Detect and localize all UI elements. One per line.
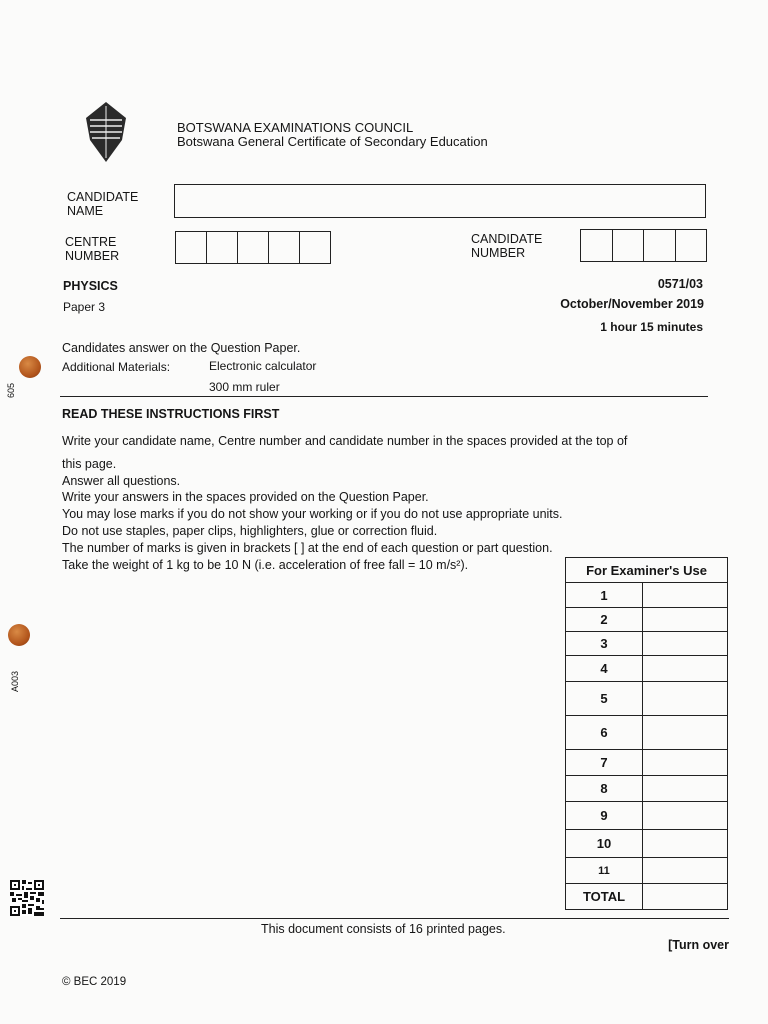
exam-duration: 1 hour 15 minutes bbox=[600, 320, 703, 334]
question-number: 1 bbox=[566, 583, 643, 608]
mark-cell[interactable] bbox=[643, 716, 728, 750]
material-calculator: Electronic calculator bbox=[209, 359, 317, 373]
question-number: 3 bbox=[566, 632, 643, 656]
question-number: 7 bbox=[566, 750, 643, 776]
examiner-table-title: For Examiner's Use bbox=[566, 558, 728, 583]
mark-cell[interactable] bbox=[643, 830, 728, 858]
instruction-line: Write your answers in the spaces provided on the Question Paper. bbox=[62, 490, 429, 504]
question-number: 4 bbox=[566, 656, 643, 682]
question-number: 10 bbox=[566, 830, 643, 858]
exam-session: October/November 2019 bbox=[560, 297, 704, 311]
mark-cell[interactable] bbox=[643, 632, 728, 656]
centre-number-label: CENTRE NUMBER bbox=[65, 235, 120, 263]
question-number: 6 bbox=[566, 716, 643, 750]
instruction-line: The number of marks is given in brackets [ ] at the end of each question or part question. bbox=[62, 541, 553, 555]
total-cell[interactable] bbox=[643, 884, 728, 910]
mark-cell[interactable] bbox=[643, 776, 728, 802]
question-number: 5 bbox=[566, 682, 643, 716]
margin-code: A003 bbox=[10, 670, 20, 692]
certificate-title: Botswana General Certificate of Secondary Education bbox=[177, 134, 488, 149]
question-number: 2 bbox=[566, 608, 643, 632]
question-number: 9 bbox=[566, 802, 643, 830]
page-count: This document consists of 16 printed pages. bbox=[261, 922, 506, 936]
candidate-name-label: CANDIDATE NAME bbox=[67, 190, 139, 218]
question-number: 8 bbox=[566, 776, 643, 802]
mark-cell[interactable] bbox=[643, 858, 728, 884]
instruction-line: Do not use staples, paper clips, highlighters, glue or correction fluid. bbox=[62, 524, 438, 538]
mark-cell[interactable] bbox=[643, 583, 728, 608]
mark-cell[interactable] bbox=[643, 750, 728, 776]
candidate-number-label: CANDIDATE NUMBER bbox=[471, 232, 543, 260]
instruction-line: Answer all questions. bbox=[62, 474, 181, 488]
paper-number: Paper 3 bbox=[63, 300, 106, 314]
bec-logo-icon bbox=[80, 100, 132, 166]
instruction-line: this page. bbox=[62, 457, 117, 471]
divider-top bbox=[60, 396, 708, 397]
binder-hole bbox=[19, 356, 41, 378]
margin-code: 605 bbox=[6, 382, 16, 398]
candidate-name-field[interactable] bbox=[174, 184, 706, 218]
paper-code: 0571/03 bbox=[657, 277, 703, 291]
instructions-heading: READ THESE INSTRUCTIONS FIRST bbox=[62, 407, 280, 421]
instruction-line: Write your candidate name, Centre number and candidate number in the spaces provided at the top of bbox=[62, 434, 628, 448]
total-label: TOTAL bbox=[566, 884, 643, 910]
material-ruler: 300 mm ruler bbox=[209, 380, 280, 394]
examiner-use-table bbox=[565, 557, 728, 910]
subject: PHYSICS bbox=[63, 279, 118, 293]
mark-cell[interactable] bbox=[643, 802, 728, 830]
qr-code-icon bbox=[10, 880, 44, 916]
question-number: 11 bbox=[566, 858, 643, 884]
instruction-line: Take the weight of 1 kg to be 10 N (i.e. acceleration of free fall = 10 m/s²). bbox=[62, 558, 469, 572]
instruction-line: You may lose marks if you do not show your working or if you do not use appropriate units. bbox=[62, 507, 563, 521]
council-title: BOTSWANA EXAMINATIONS COUNCIL bbox=[177, 120, 414, 135]
turn-over: [Turn over bbox=[668, 938, 729, 952]
mark-cell[interactable] bbox=[643, 656, 728, 682]
centre-number-boxes[interactable] bbox=[175, 231, 331, 264]
candidate-number-boxes[interactable] bbox=[580, 229, 707, 262]
copyright: © BEC 2019 bbox=[62, 976, 127, 988]
materials-label: Additional Materials: bbox=[62, 360, 171, 374]
mark-cell[interactable] bbox=[643, 682, 728, 716]
mark-cell[interactable] bbox=[643, 608, 728, 632]
divider-bottom bbox=[60, 918, 729, 919]
answer-note: Candidates answer on the Question Paper. bbox=[62, 341, 301, 355]
binder-hole bbox=[8, 624, 30, 646]
